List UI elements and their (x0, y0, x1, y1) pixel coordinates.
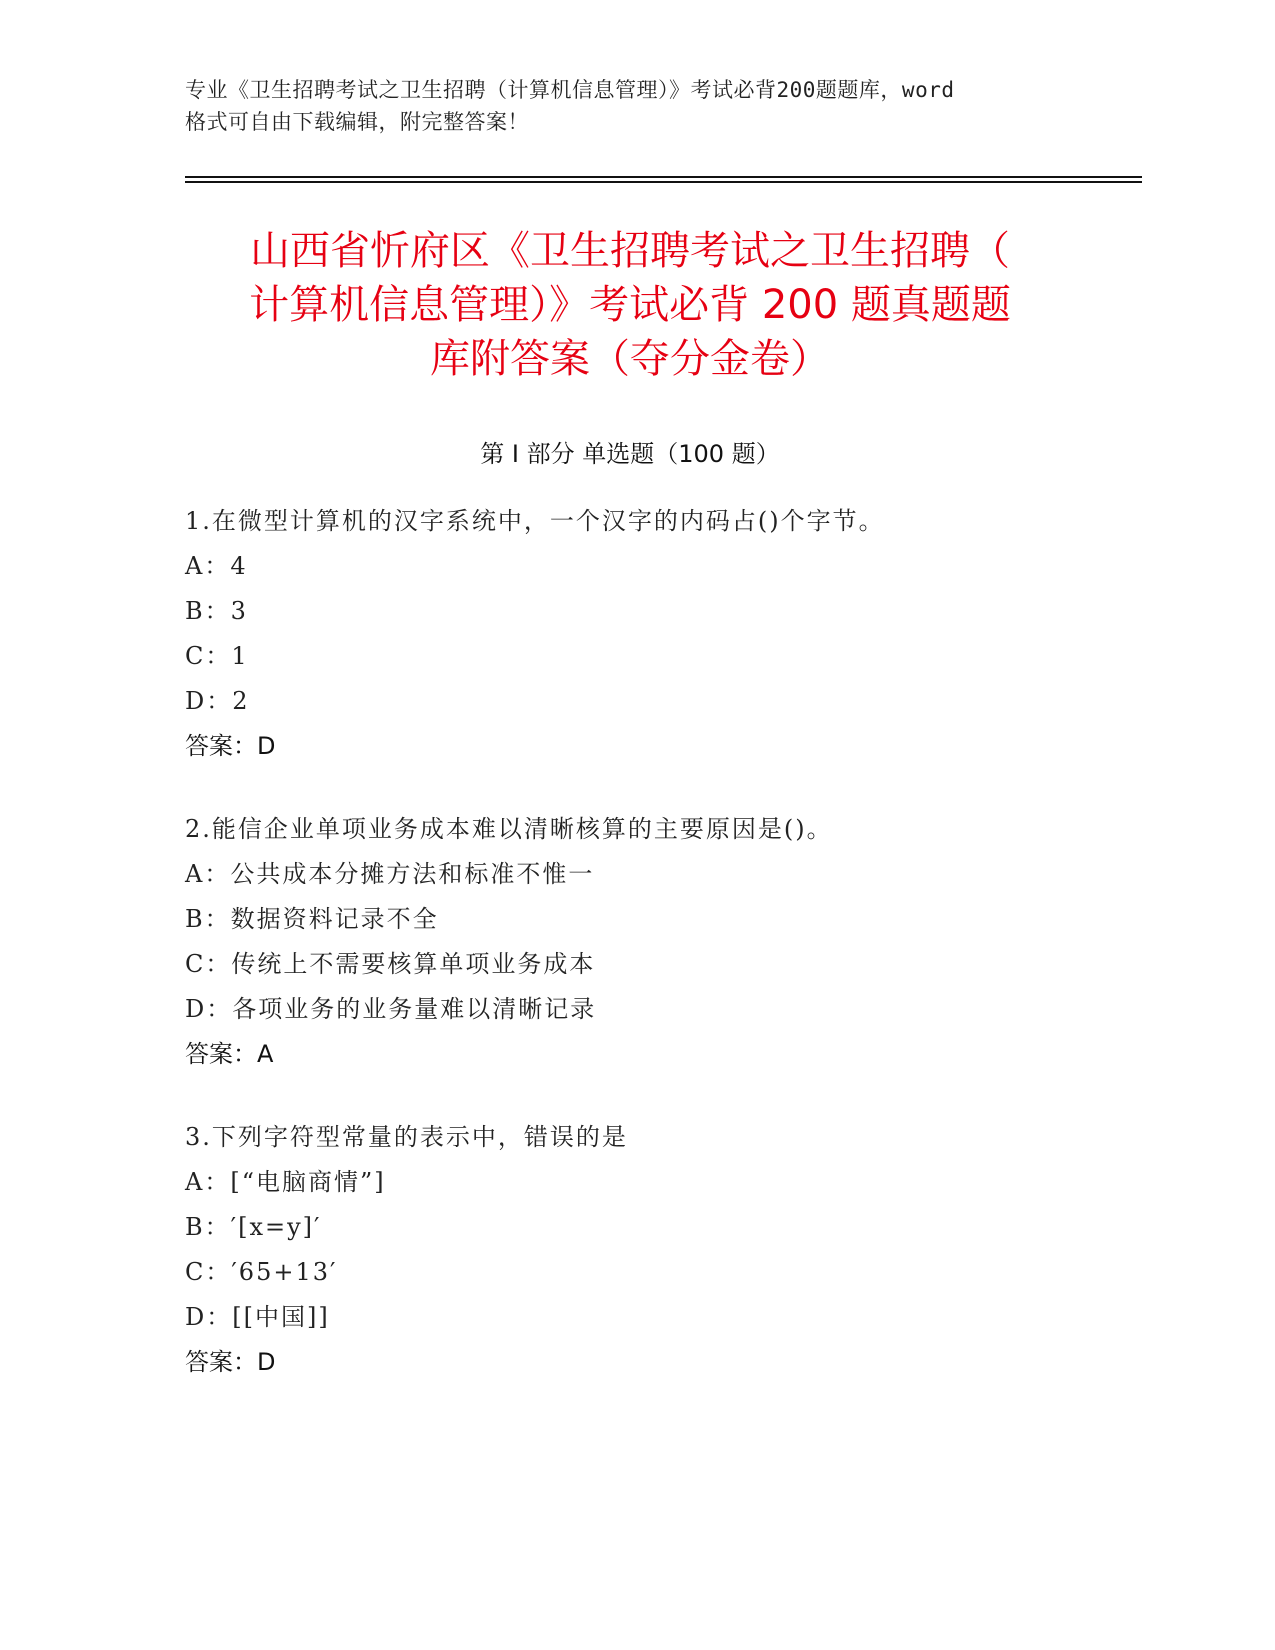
option-c: C：′65+13′ (185, 1258, 338, 1286)
header-divider-top (185, 176, 1142, 178)
header-note-line-2: 格式可自由下载编辑，附完整答案！ (185, 110, 529, 134)
header-divider-bottom (185, 181, 1142, 183)
document-title-line-3: 库附答案（夺分金卷） (430, 336, 830, 382)
question-1 (185, 499, 1145, 769)
question-stem: 1.在微型计算机的汉字系统中，一个汉字的内码占()个字节。 (185, 507, 885, 535)
document-title-line-1: 山西省忻府区《卫生招聘考试之卫生招聘（ (250, 228, 1010, 274)
document-title-line-2: 计算机信息管理）》考试必背 200 题真题题 (249, 282, 1011, 328)
option-a: A：[“电脑商情”] (185, 1168, 386, 1196)
question-2 (185, 807, 1145, 1077)
option-b: B：3 (185, 597, 248, 625)
header-note-line-1: 专业《卫生招聘考试之卫生招聘（计算机信息管理）》考试必背200题题库，word (185, 78, 955, 102)
document-title (185, 224, 1075, 386)
option-a: A：4 (185, 552, 248, 580)
answer: 答案：A (185, 1040, 274, 1068)
option-c: C：1 (185, 642, 249, 670)
option-a: A：公共成本分摊方法和标准不惟一 (185, 860, 595, 888)
option-d: D：[[中国]] (185, 1303, 330, 1331)
header-note (185, 74, 1085, 138)
section-heading: 第 I 部分 单选题（100 题） (480, 440, 780, 468)
option-b: B：′[x=y]′ (185, 1213, 322, 1241)
option-c: C：传统上不需要核算单项业务成本 (185, 950, 596, 978)
question-stem: 3.下列字符型常量的表示中，错误的是 (185, 1123, 628, 1151)
question-3 (185, 1115, 1145, 1385)
answer: 答案：D (185, 1348, 276, 1376)
option-d: D：2 (185, 687, 250, 715)
option-b: B：数据资料记录不全 (185, 905, 439, 933)
option-d: D：各项业务的业务量难以清晰记录 (185, 995, 597, 1023)
answer: 答案：D (185, 732, 276, 760)
question-stem: 2.能信企业单项业务成本难以清晰核算的主要原因是()。 (185, 815, 833, 843)
